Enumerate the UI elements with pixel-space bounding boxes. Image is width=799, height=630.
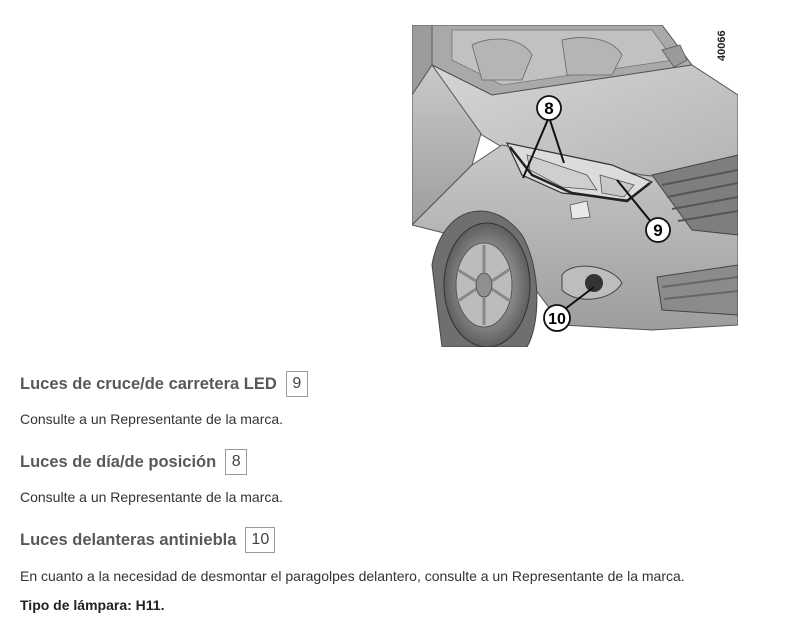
- section-heading-led-lights: [20, 370, 308, 398]
- reference-number-box: 9: [286, 371, 308, 397]
- section-text: Consulte a un Representante de la marca.: [20, 489, 284, 505]
- heading-text: Luces de día/de posición: [20, 452, 217, 471]
- reference-number-box: 10: [245, 527, 275, 553]
- svg-text:9: 9: [653, 221, 663, 240]
- heading-text: Luces de cruce/de carretera LED: [20, 374, 277, 393]
- lamp-type-text: Tipo de lámpara: H11.: [20, 597, 165, 613]
- reference-number-box: 8: [225, 449, 247, 475]
- figure-reference-code: 40066: [716, 30, 728, 61]
- callout-10: [544, 305, 570, 331]
- svg-text:8: 8: [544, 99, 554, 118]
- car-front-illustration: [412, 25, 738, 347]
- heading-text: Luces delanteras antiniebla: [20, 530, 237, 549]
- section-text: Consulte a un Representante de la marca.: [20, 411, 284, 427]
- section-heading-daytime-lights: [20, 448, 247, 476]
- callout-9: [646, 218, 670, 242]
- section-heading-fog-lights: [20, 526, 275, 554]
- callout-8: [537, 96, 561, 120]
- car-drawing: [412, 25, 738, 347]
- svg-text:10: 10: [548, 311, 566, 328]
- section-text: En cuanto a la necesidad de desmontar el paragolpes delantero, consulte a un Representante de la marca.: [20, 568, 685, 584]
